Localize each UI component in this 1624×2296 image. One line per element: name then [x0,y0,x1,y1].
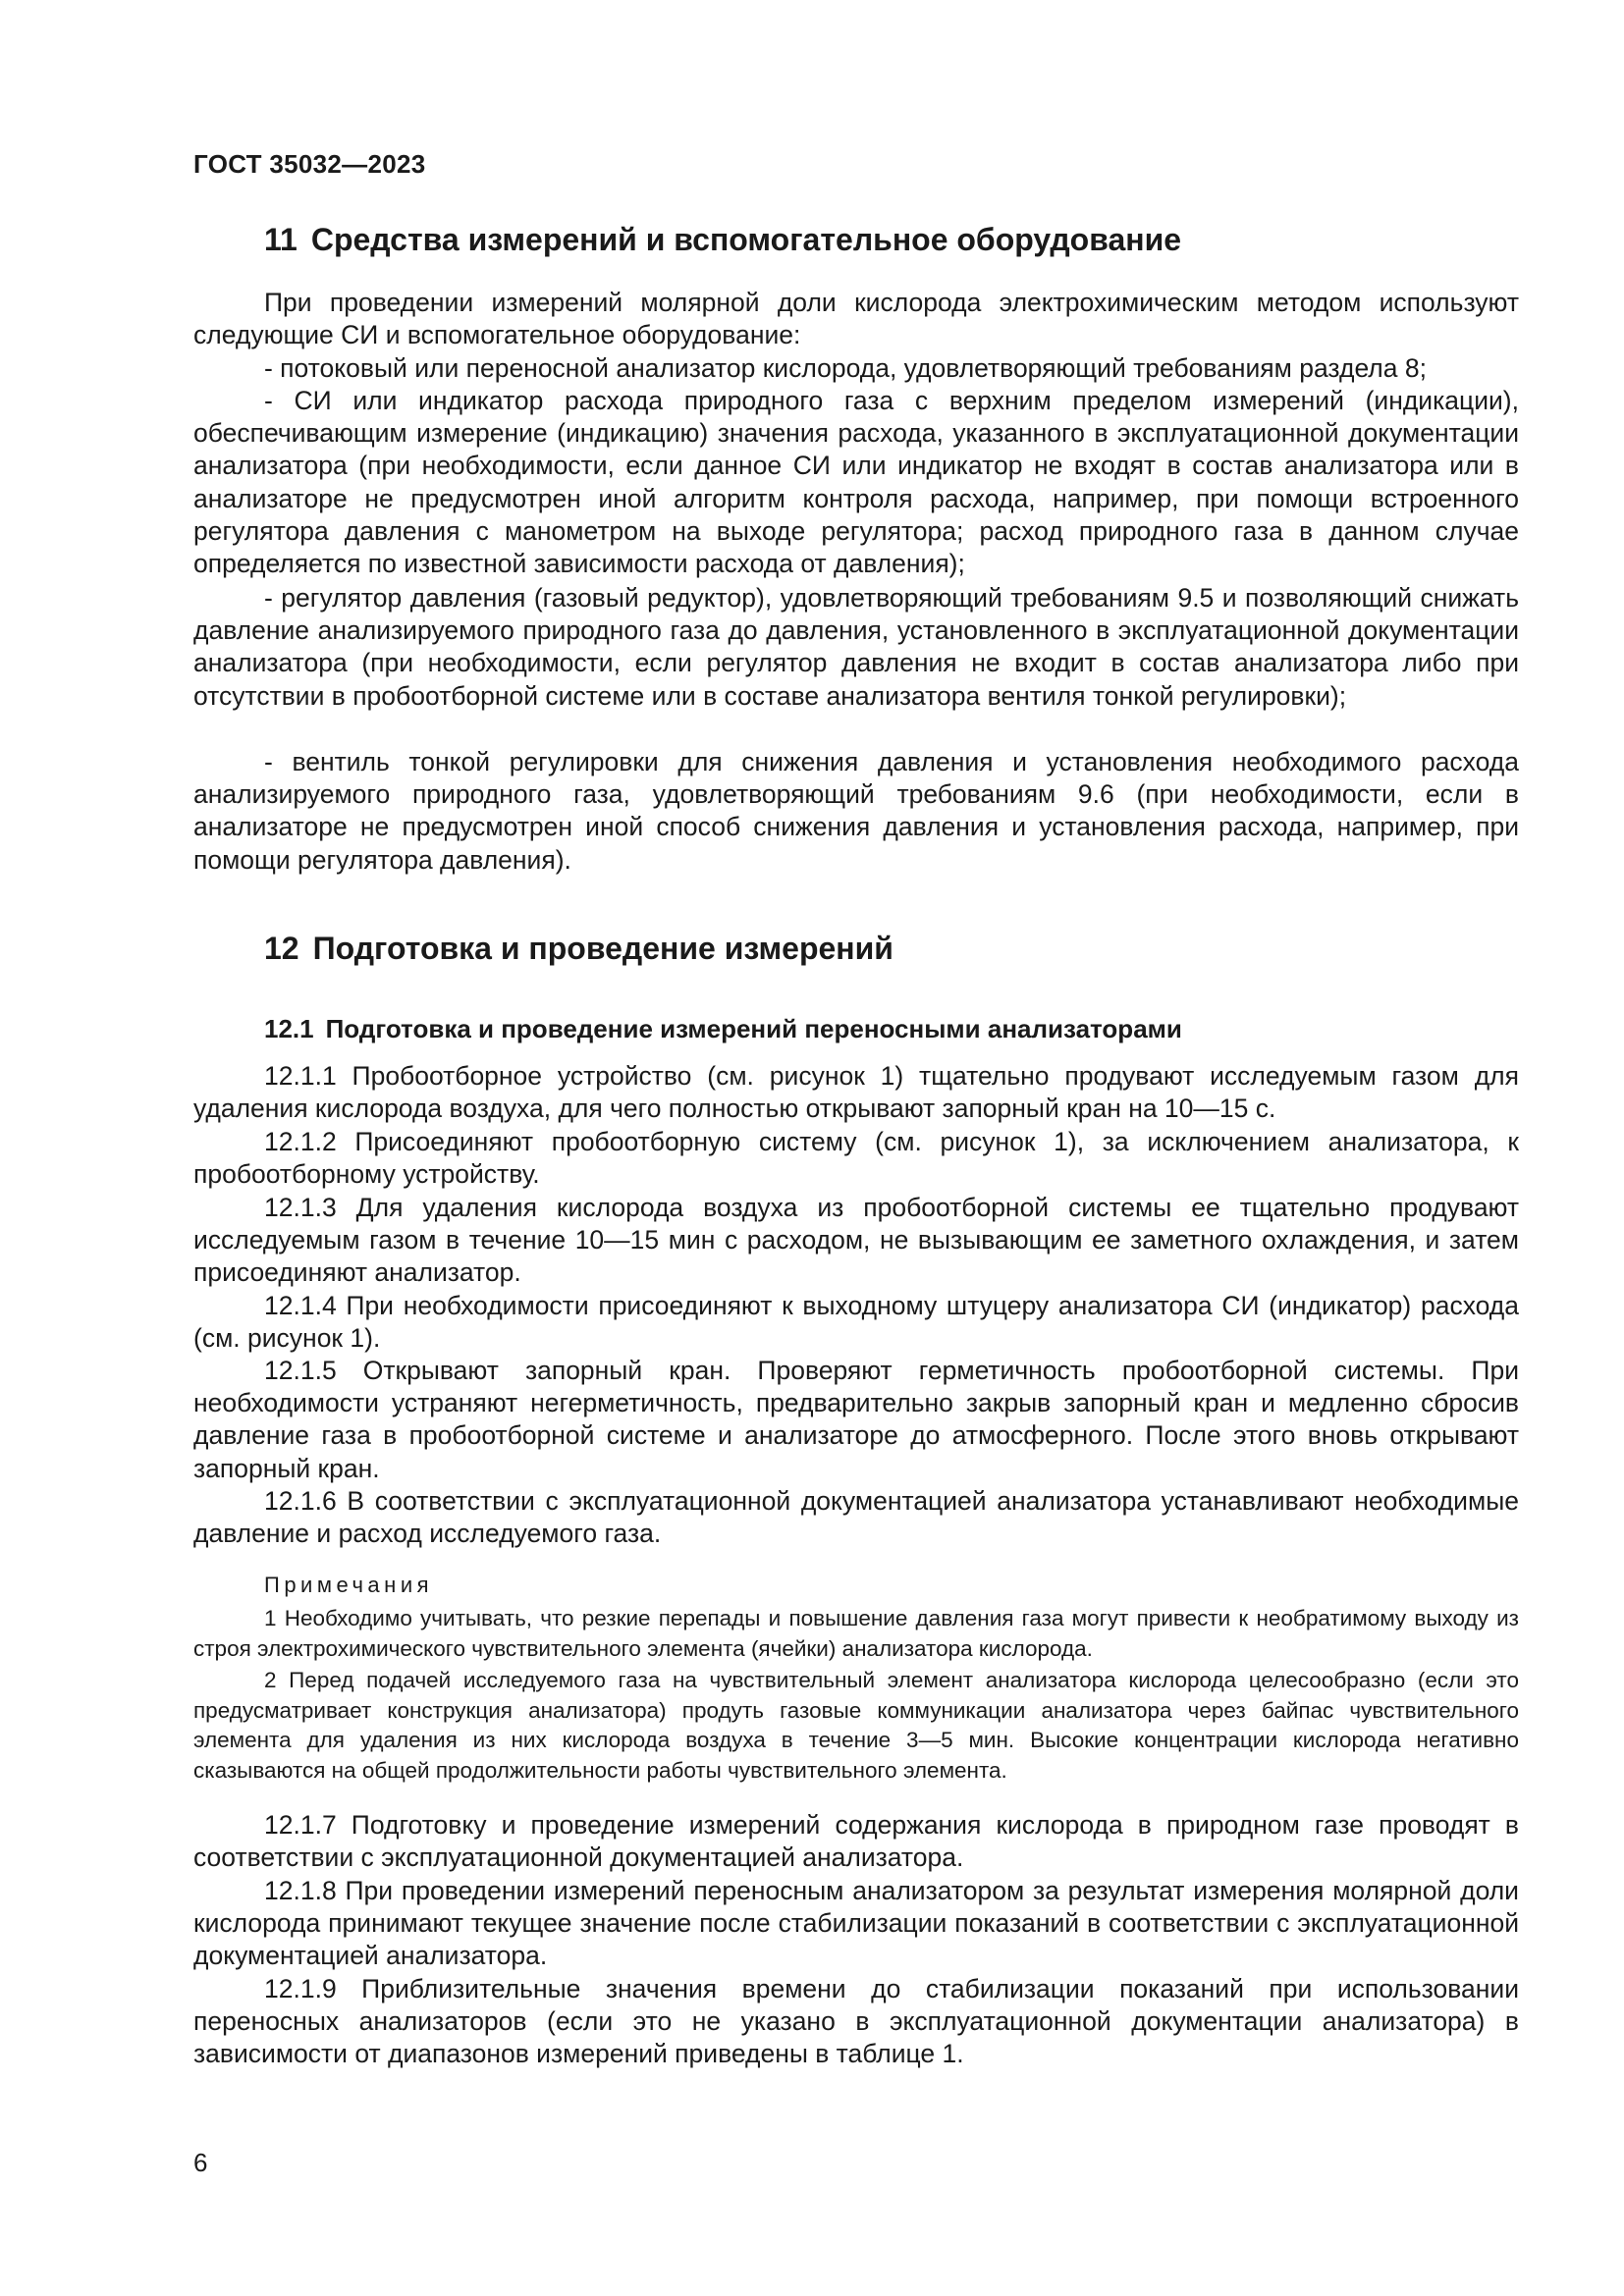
clause-12-1-6: 12.1.6 В соответствии с эксплуатационной документацией анализатора устанавливают необходимые давление и расход исследуемого газа. [193,1486,1519,1549]
clause-12-1-1: 12.1.1 Пробоотборное устройство (см. рисунок 1) тщательно продувают исследуемым газом для удаления кислорода воздуха, для чего полностью открывают запорный кран на 10—15 с. [193,1061,1519,1124]
list-item: - регулятор давления (газовый редуктор), удовлетворяющий требованиям 9.5 и позволяющий снижать давление анализируемого природного газа до давления, установленного в эксплуатационной документации анализатора (при необходимости, если регулятор давления не входит в состав анализатора либо при отсутствии в пробоотборной системе или в составе анализатора вентиля тонкой регулировки); [193,583,1519,711]
paragraph: При проведении измерений молярной доли кислорода электрохимическим методом используют следующие СИ и вспомогательное оборудование: [193,288,1519,350]
section-12-heading [264,931,893,967]
subsection-12-1-heading [264,1014,1182,1044]
list-item: - вентиль тонкой регулировки для снижения давления и установления необходимого расхода анализируемого природного газа, удовлетворяющий требованиям 9.6 (при необходимости, если в анализаторе не предусмотрен иной способ снижения давления и установления расхода, например, при помощи регулятора давления). [193,747,1519,875]
list-item: - потоковый или переносной анализатор кислорода, удовлетворяющий требованиям раздела 8; [264,353,1427,383]
clause-12-1-8: 12.1.8 При проведении измерений переносным анализатором за результат измерения молярной доли кислорода принимают текущее значение после стабилизации показаний в соответствии с эксплуатационной документацией анализатора. [193,1876,1519,1971]
subsection-number: 12.1 [264,1014,314,1043]
clause-12-1-3: 12.1.3 Для удаления кислорода воздуха из пробоотборной системы ее тщательно продувают исследуемым газом в течение 10—15 мин с расходом, не вызывающим ее заметного охлаждения, и затем присоединяют анализатор. [193,1193,1519,1288]
clause-12-1-4: 12.1.4 При необходимости присоединяют к выходному штуцеру анализатора СИ (индикатор) расхода (см. рисунок 1). [193,1291,1519,1354]
section-number: 12 [264,931,299,966]
section-title: Подготовка и проведение измерений [312,931,893,966]
section-title: Средства измерений и вспомогательное оборудование [310,222,1182,257]
clause-12-1-5: 12.1.5 Открывают запорный кран. Проверяют герметичность пробоотборной системы. При необходимости устраняют негерметичность, предварительно закрыв запорный кран и медленно сбросив давление газа в пробоотборной системе и анализаторе до атмосферного. После этого вновь открывают запорный кран. [193,1356,1519,1483]
page-number: 6 [193,2148,208,2177]
clause-12-1-2: 12.1.2 Присоединяют пробоотборную систему (см. рисунок 1), за исключением анализатора, к пробоотборному устройству. [193,1127,1519,1190]
notes-heading: Примечания [264,1573,434,1597]
clause-12-1-9: 12.1.9 Приблизительные значения времени до стабилизации показаний при использовании переносных анализаторов (если это не указано в эксплуатационной документации анализатора) в зависимости от диапазонов измерений приведены в таблице 1. [193,1974,1519,2069]
list-item: - СИ или индикатор расхода природного газа с верхним пределом измерений (индикации), обеспечивающим измерение (индикацию) значения расхода, указанного в эксплуатационной документации анализатора (при необходимости, если данное СИ или индикатор не входят в состав анализатора или в анализаторе не предусмотрен иной алгоритм контроля расхода, например, при помощи встроенного регулятора давления с манометром на выходе регулятора; расход природного газа в данном случае определяется по известной зависимости расхода от давления); [193,386,1519,579]
section-number: 11 [264,222,298,257]
section-11-heading [264,222,1181,258]
note-item: 1 Необходимо учитывать, что резкие перепады и повышение давления газа могут привести к необратимому выходу из строя электрохимического чувствительного элемента (ячейки) анализатора кислорода. [193,1606,1519,1661]
note-item: 2 Перед подачей исследуемого газа на чувствительный элемент анализатора кислорода целесообразно (если это предусматривает конструкция анализатора) продуть газовые коммуникации анализатора через байпас чувствительного элемента для удаления из них кислорода воздуха в течение 3—5 мин. Высокие концентрации кислорода негативно сказываются на общей продолжительности работы чувствительного элемента. [193,1668,1519,1783]
clause-12-1-7: 12.1.7 Подготовку и проведение измерений содержания кислорода в природном газе проводят в соответствии с эксплуатационной документацией анализатора. [193,1810,1519,1873]
subsection-title: Подготовка и проведение измерений переносными анализаторами [325,1014,1182,1043]
document-code-header: ГОСТ 35032—2023 [193,149,426,179]
